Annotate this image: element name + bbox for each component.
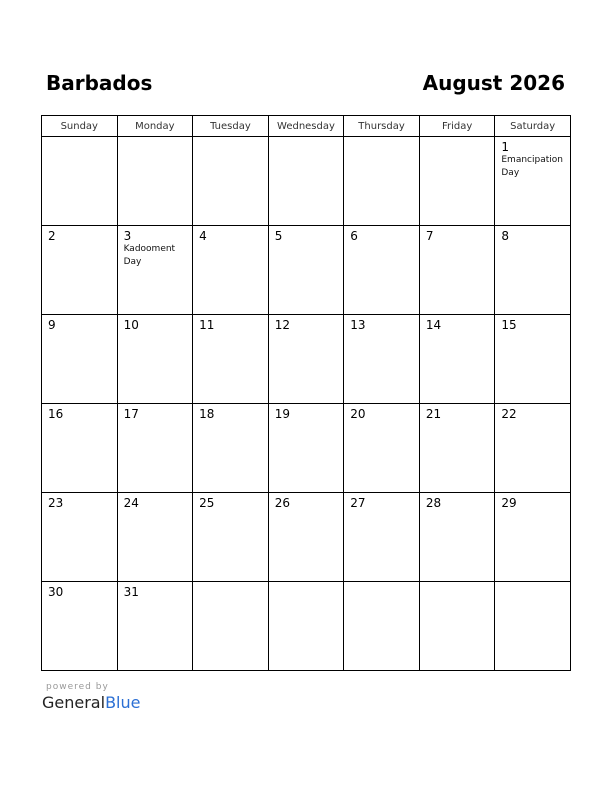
- month-year-title: August 2026: [422, 71, 565, 95]
- weekday-header: Saturday: [495, 116, 571, 137]
- day-cell: [117, 226, 193, 315]
- day-cell: [495, 226, 571, 315]
- day-cell: [42, 404, 118, 493]
- day-cell: [419, 493, 495, 582]
- day-cell: [42, 226, 118, 315]
- day-number: 1: [501, 140, 510, 154]
- weekday-header: Friday: [419, 116, 495, 137]
- day-number: 20: [350, 407, 366, 421]
- day-number: 12: [274, 318, 290, 332]
- week-row: [42, 404, 571, 493]
- day-number: 31: [123, 585, 139, 599]
- day-cell: [268, 404, 344, 493]
- day-number: 30: [48, 585, 64, 599]
- day-cell: [268, 493, 344, 582]
- day-cell: [419, 137, 495, 226]
- day-cell: [419, 404, 495, 493]
- day-number: 24: [123, 496, 139, 510]
- week-row: [42, 137, 571, 226]
- generalblue-logo[interactable]: [42, 693, 140, 712]
- day-number: 9: [48, 318, 56, 332]
- day-number: 29: [501, 496, 517, 510]
- day-cell: [193, 315, 269, 404]
- day-cell: [193, 226, 269, 315]
- day-cell: [495, 137, 571, 226]
- day-cell: [344, 315, 420, 404]
- weekday-header: Monday: [117, 116, 193, 137]
- powered-by-text: powered by: [46, 682, 109, 692]
- day-number: 7: [425, 229, 434, 243]
- day-cell: [193, 137, 269, 226]
- brand-general-text: General: [42, 693, 106, 712]
- day-cell: [495, 404, 571, 493]
- day-cell: [344, 404, 420, 493]
- day-number: 22: [501, 407, 517, 421]
- holiday-label: Kadooment Day: [123, 244, 176, 267]
- day-cell: [117, 137, 193, 226]
- day-number: 2: [48, 229, 56, 243]
- day-cell: [42, 137, 118, 226]
- day-cell: [268, 226, 344, 315]
- holiday-label: Emancipation Day: [501, 155, 563, 178]
- day-cell: [495, 582, 571, 671]
- day-number: 27: [350, 496, 366, 510]
- weekday-header: Sunday: [42, 116, 118, 137]
- day-number: 25: [199, 496, 215, 510]
- day-cell: [117, 582, 193, 671]
- week-row: [42, 226, 571, 315]
- day-cell: [268, 315, 344, 404]
- weekday-header: Tuesday: [193, 116, 269, 137]
- day-number: 8: [501, 229, 510, 243]
- day-number: 14: [425, 318, 442, 332]
- day-cell: [117, 315, 193, 404]
- country-title: Barbados: [46, 71, 153, 95]
- day-cell: [42, 315, 118, 404]
- week-row: [42, 582, 571, 671]
- day-cell: [344, 226, 420, 315]
- day-number: 21: [425, 407, 442, 421]
- day-cell: [419, 582, 495, 671]
- day-cell: [344, 493, 420, 582]
- day-number: 26: [274, 496, 290, 510]
- day-number: 23: [48, 496, 64, 510]
- day-number: 15: [501, 318, 517, 332]
- day-number: 18: [199, 407, 215, 421]
- day-number: 19: [274, 407, 290, 421]
- day-cell: [419, 226, 495, 315]
- day-number: 13: [350, 318, 366, 332]
- day-cell: [268, 137, 344, 226]
- day-cell: [344, 582, 420, 671]
- day-cell: [42, 582, 118, 671]
- week-row: [42, 493, 571, 582]
- day-cell: [193, 404, 269, 493]
- day-number: 6: [350, 229, 358, 243]
- weekday-header-row: [42, 116, 571, 137]
- day-number: 11: [199, 318, 215, 332]
- weekday-header: Wednesday: [268, 116, 344, 137]
- day-number: 3: [123, 229, 132, 243]
- brand-blue-text: Blue: [105, 693, 141, 712]
- day-cell: [495, 315, 571, 404]
- day-number: 4: [199, 229, 207, 243]
- day-number: 10: [123, 318, 139, 332]
- day-cell: [42, 493, 118, 582]
- day-cell: [495, 493, 571, 582]
- day-cell: [117, 493, 193, 582]
- week-row: [42, 315, 571, 404]
- day-number: 5: [274, 229, 283, 243]
- weekday-header: Thursday: [344, 116, 420, 137]
- day-cell: [117, 404, 193, 493]
- day-cell: [419, 315, 495, 404]
- day-cell: [344, 137, 420, 226]
- day-cell: [193, 582, 269, 671]
- day-number: 17: [123, 407, 139, 421]
- day-cell: [268, 582, 344, 671]
- day-number: 16: [48, 407, 64, 421]
- calendar-grid: [41, 115, 571, 671]
- day-cell: [193, 493, 269, 582]
- day-number: 28: [425, 496, 442, 510]
